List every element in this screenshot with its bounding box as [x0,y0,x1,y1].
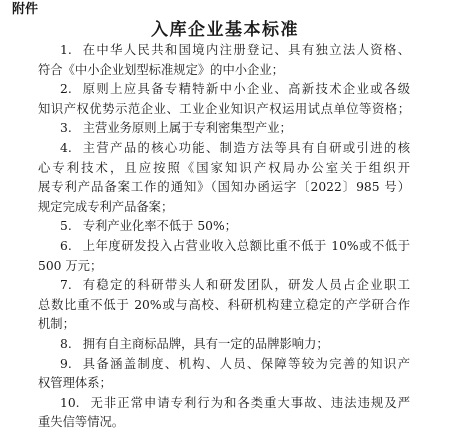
item-text: 具备涵盖制度、机构、人员、保障等较为完善的知识产 [82,356,410,371]
criteria-item-line [38,237,410,257]
criteria-item-line [38,159,410,179]
document-title: 入库企业基本标准 [151,20,299,40]
criteria-item-line [38,217,410,237]
item-text: 原则上应具备专精特新中小企业、高新技术企业或各级 [82,82,410,97]
item-text: 在中华人民共和国境内注册登记、具有独立法人资格、 [82,43,410,57]
item-text: 上年度研发投入占营业收入总额比重不低于 10%或不低于 [82,238,410,253]
item-text: 权管理体系； [38,376,112,391]
item-number: 10. [60,395,80,410]
item-number: 9. [60,356,72,371]
criteria-item-5 [38,217,410,237]
criteria-item-line [38,178,410,198]
item-text: 总数比重不低于 20%或与高校、科研机构建立稳定的产学研合作 [38,297,410,312]
criteria-item-2 [38,80,410,119]
criteria-item-7 [38,276,410,335]
criteria-item-line [38,100,410,120]
criteria-item-line [38,296,410,316]
item-number: 2. [60,82,72,97]
criteria-item-line [38,257,410,277]
criteria-item-1 [38,41,410,80]
item-number: 5. [60,219,72,234]
item-text: 专利产业化率不低于 50%； [82,219,237,234]
item-number: 6. [60,238,72,253]
item-number: 8. [60,336,72,351]
criteria-item-line [38,374,410,394]
item-number: 7. [60,278,72,293]
criteria-item-line [38,80,410,100]
item-text: 机制； [38,317,75,332]
item-text: 规定完成专利产品备案； [38,199,174,214]
item-text: 符合《中小企业划型标准规定》的中小企业； [38,62,284,77]
item-number: 4. [60,140,72,155]
item-text: 有稳定的科研带头人和研发团队，研发人员占企业职工 [82,278,410,293]
criteria-item-line [38,355,410,375]
criteria-item-3 [38,119,410,139]
item-text: 知识产权优势示范企业、工业企业知识产权运用试点单位等资格； [38,101,410,116]
item-text: 拥有自主商标品牌，具有一定的品牌影响力； [82,336,329,351]
item-text: 重失信等情况。 [38,415,125,430]
criteria-item-line [38,394,410,414]
criteria-item-line [38,198,410,218]
item-text: 主营产品的核心功能、制造方法等具有自研或引进的核 [82,140,410,155]
criteria-item-line [38,41,410,61]
criteria-item-6 [38,237,410,276]
item-text: 500 万元； [38,258,103,273]
criteria-item-4 [38,139,410,217]
item-number: 3. [60,121,72,136]
criteria-list [38,41,410,433]
criteria-item-line [38,276,410,296]
criteria-item-line [38,119,410,139]
item-text: 主营业务原则上属于专利密集型产业； [82,121,292,136]
criteria-item-10 [38,394,410,433]
item-text: 展专利产品备案工作的通知》（国知办函运字〔2022〕985 号） [38,180,410,195]
criteria-item-line [38,139,410,159]
item-text: 无非正常申请专利行为和各类重大事故、违法违规及严 [90,395,410,410]
criteria-item-8 [38,335,410,355]
criteria-item-line [38,61,410,81]
attachment-label: 附件 [12,2,39,17]
item-number: 1. [60,43,72,57]
criteria-item-9 [38,355,410,394]
criteria-item-line [38,413,410,433]
criteria-item-line [38,335,410,355]
item-text: 心专利技术，且应按照《国家知识产权局办公室关于组织开 [38,160,410,175]
criteria-item-line [38,315,410,335]
